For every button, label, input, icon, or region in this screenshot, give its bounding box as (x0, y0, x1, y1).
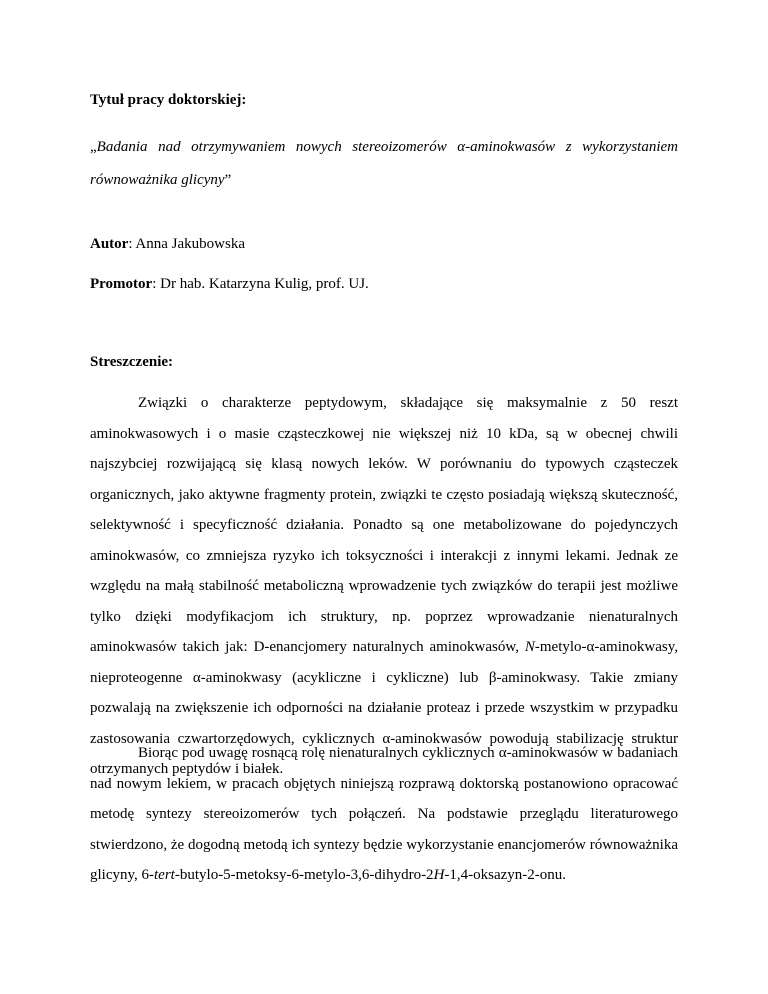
p1-n-italic: N (524, 639, 535, 655)
promotor-line (90, 276, 369, 293)
p2-text-c: -1,4-oksazyn-2-onu. (444, 867, 567, 883)
abstract-heading: Streszczenie: (90, 354, 174, 370)
abstract-paragraph-2 (90, 738, 678, 891)
p1-text-a: Związki o charakterze peptydowym, składające się maksymalnie z 50 reszt aminokwasowych i o masie cząsteczkowej nie większej niż 10 kDa, są w obecnej chwili najszybciej rozwijającą się klasą nowych leków. W porównaniu do typowych cząsteczek organicznych, jako aktywne fragmenty protein, związki te często posiadają większą skuteczność, selektywność i specyficzność działania. Ponadto są one metabolizowane do pojedynczych aminokwasów, co zmniejsza ryzyko ich toksyczności i interakcji z innymi lekami. Jednak ze względu na małą stabilność metaboliczną wprowadzenie tych związków do terapii jest możliwe tylko dzięki modyfikacjom ich struktury, np. poprzez wprowadzanie nienaturalnych aminokwasów takich jak: (90, 395, 678, 655)
p2-text-b: -butylo-5-metoksy-6-metylo-3,6-dihydro-2 (174, 867, 434, 883)
thesis-title-text: Badania nad otrzymywaniem nowych stereoizomerów α-aminokwasów z wykorzystaniem równoważnika glicyny (90, 139, 678, 188)
p1-d-letter: D (253, 639, 265, 655)
author-line (90, 236, 245, 253)
p2-text-a: Biorąc pod uwagę rosnącą rolę nienaturalnych cyklicznych α-aminokwasów w badaniach nad nowym lekiem, w pracach objętych niniejszą rozprawą doktorską postanowiono opracować metodę syntezy stereoizomerów tych połączeń. Na podstawie przeglądu literaturowego stwierdzono, że dogodną metodą ich syntezy będzie wykorzystanie enancjomerów równoważnika glicyny, 6- (90, 745, 678, 883)
p2-tert-italic: tert (154, 867, 175, 883)
p2-h-italic: H (433, 867, 445, 883)
abstract-paragraph-1 (90, 388, 678, 785)
p1-text-c: -metylo-α-aminokwasy, nieproteogenne α-aminokwasy (acykliczne i cykliczne) lub β-aminokwasy. Takie zmiany pozwalają na zwiększenie ich odporności na działanie proteaz i przede wszystkim w przypadku zastosowania czwartorzędowych, cyklicznych α-aminokwasów powodują stabilizację struktur otrzymanych peptydów i białek. (90, 639, 678, 777)
promotor-value: : Dr hab. Katarzyna Kulig, prof. UJ. (152, 276, 369, 292)
promotor-label: Promotor (90, 276, 153, 292)
thesis-title-label: Tytuł pracy doktorskiej: (90, 92, 247, 108)
title-close-quote: ” (224, 172, 232, 188)
author-label: Autor (90, 236, 129, 252)
author-value: : Anna Jakubowska (128, 236, 245, 252)
thesis-title (90, 131, 678, 197)
title-open-quote: „ (90, 139, 97, 155)
p1-text-b: -enancjomery naturalnych aminokwasów, (264, 639, 525, 655)
